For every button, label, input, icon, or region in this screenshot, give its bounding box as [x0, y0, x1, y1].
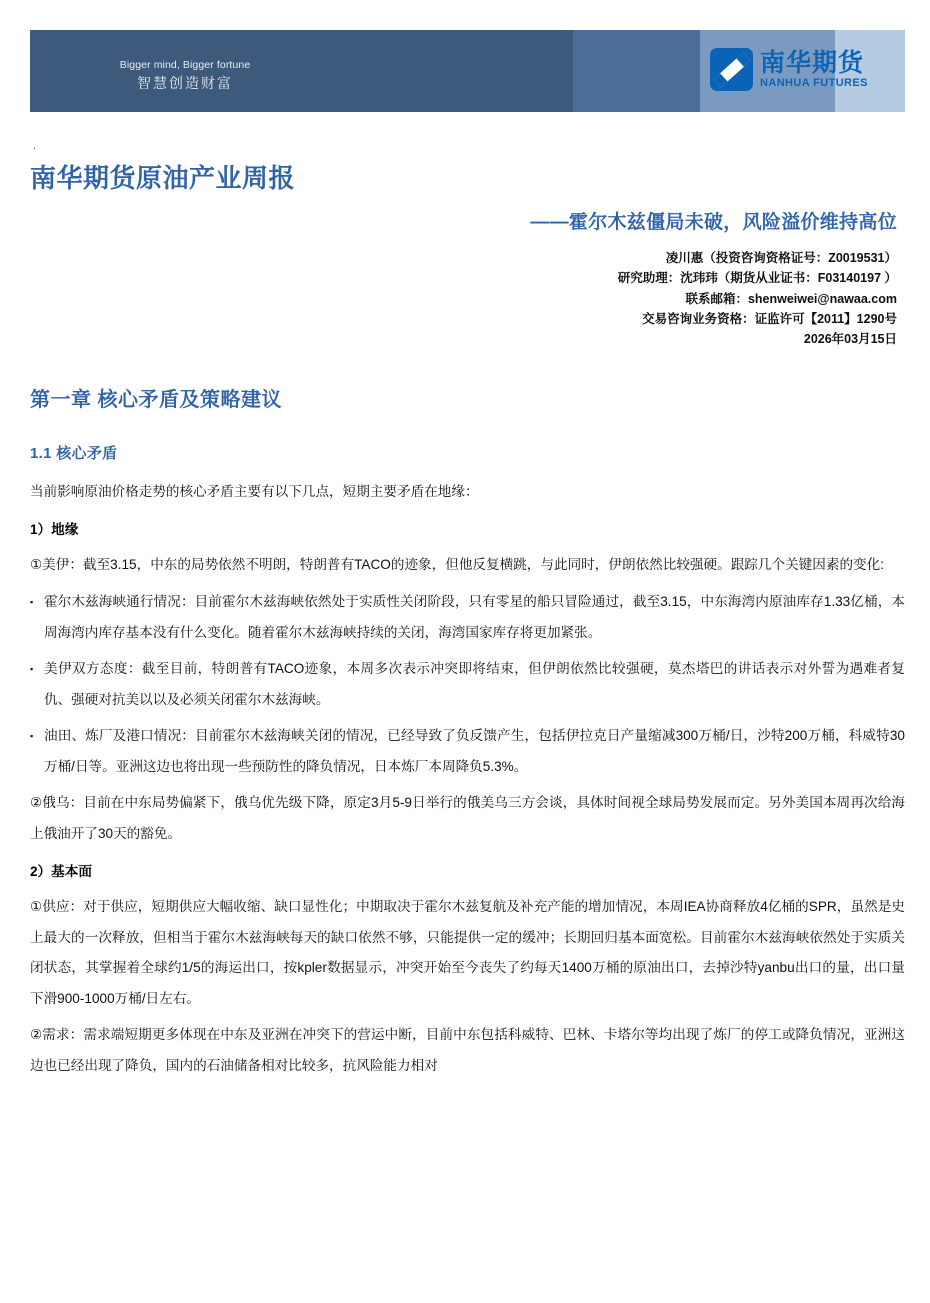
paragraph-demand: ②需求：需求端短期更多体现在中东及亚洲在冲突下的营运中断，目前中东包括科威特、巴林、卡塔尔等均出现了炼厂的停工或降负情况，亚洲这边也已经出现了降负，国内的石油储备相对比较多，抗风险能力相对	[30, 1027, 905, 1074]
bullet-hormuz-traffic	[30, 587, 905, 648]
logo-wordmark	[760, 48, 868, 89]
bullet-us-iran-stance	[30, 654, 905, 715]
analyst-credential: 凌川惠（投资咨询资格证号：Z0019531）	[665, 251, 897, 265]
page-title: 南华期货原油产业周报	[30, 163, 296, 193]
business-license: 交易咨询业务资格：证监许可【2011】1290号	[642, 311, 897, 326]
intro-paragraph: 当前影响原油价格走势的核心矛盾主要有以下几点，短期主要矛盾在地缘：	[30, 484, 479, 500]
logo-name-english: NANHUA FUTURES	[760, 76, 868, 89]
bullet-fields-refineries-ports	[30, 721, 905, 782]
company-slogan	[85, 58, 285, 93]
subheading-fundamentals: 2）基本面	[30, 863, 92, 879]
section-heading: 1.1 核心矛盾	[30, 445, 118, 463]
logo-name-chinese: 南华期货	[760, 48, 865, 77]
contact-email: 联系邮箱：shenweiwei@nawaa.com	[685, 291, 897, 306]
slogan-chinese: 智慧创造财富	[137, 75, 233, 92]
assistant-credential: 研究助理：沈玮玮（期货从业证书：F03140197 ）	[617, 271, 897, 286]
report-metadata	[30, 248, 897, 349]
banner-band-medium	[573, 30, 700, 112]
bullet-marker-icon: ▪	[30, 731, 34, 742]
bullet-text: 霍尔木兹海峡通行情况：目前霍尔木兹海峡依然处于实质性关闭阶段，只有零星的船只冒险通过，截至3.15，中东海湾内原油库存1.33亿桶，本周海湾内库存基本没有什么变化。随着霍尔木兹海峡持续的关闭，海湾国家库存将更加紧张。	[44, 593, 905, 640]
bullet-marker-icon: ▪	[30, 596, 34, 607]
bullet-marker-icon: ▪	[30, 664, 34, 675]
paragraph-us-iran: ①美伊：截至3.15，中东的局势依然不明朗，特朗普有TACO的迹象，但他反复横跳，与此同时，伊朗依然比较强硬。跟踪几个关键因素的变化:	[30, 557, 885, 573]
logo-mark-icon	[710, 48, 753, 91]
report-date: 2026年03月15日	[803, 332, 897, 346]
page-header-banner	[30, 30, 905, 112]
document-body	[30, 158, 905, 1082]
nanhua-futures-logo	[710, 48, 868, 91]
report-subtitle: ——霍尔木兹僵局未破，风险溢价维持高位	[530, 212, 897, 233]
paragraph-supply: ①供应：对于供应，短期供应大幅收缩、缺口显性化；中期取决于霍尔木兹复航及补充产能的增加情况，本周IEA协商释放4亿桶的SPR，虽然是史上最大的一次释放，但相当于霍尔木兹海峡每天的缺口依然不够，只能提供一定的缓冲；长期回归基本面宽松。目前霍尔木兹海峡依然处于实质关闭状态，其掌握着全球约1/5的海运出口，按kpler数据显示，冲突开始至今丧失了约每天1400万桶的原油出口，去掉沙特yanbu出口的量，出口量下滑900-1000万桶/日左右。	[30, 899, 905, 1006]
chapter-heading: 第一章 核心矛盾及策略建议	[30, 389, 283, 412]
bullet-text: 油田、炼厂及港口情况：目前霍尔木兹海峡关闭的情况，已经导致了负反馈产生，包括伊拉克日产量缩减300万桶/日，沙特200万桶，科威特30万桶/日等。亚洲这边也将出现一些预防性的降负情况，日本炼厂本周降负5.3%。	[44, 728, 905, 774]
slogan-english: Bigger mind, Bigger fortune	[119, 59, 251, 71]
logo-slash-shape	[713, 52, 750, 87]
subheading-geopolitics: 1）地缘	[30, 521, 79, 537]
stray-mark: .	[33, 140, 37, 152]
bullet-text: 美伊双方态度：截至目前，特朗普有TACO迹象，本周多次表示冲突即将结束，但伊朗依然比较强硬，莫杰塔巴的讲话表示对外誓为遇难者复仇、强硬对抗美以以及必须关闭霍尔木兹海峡。	[44, 661, 905, 707]
paragraph-russia-ukraine: ②俄乌：目前在中东局势偏紧下，俄乌优先级下降，原定3月5-9日举行的俄美乌三方会谈，具体时间视全球局势发展而定。另外美国本周再次给海上俄油开了30天的豁免。	[30, 795, 905, 841]
